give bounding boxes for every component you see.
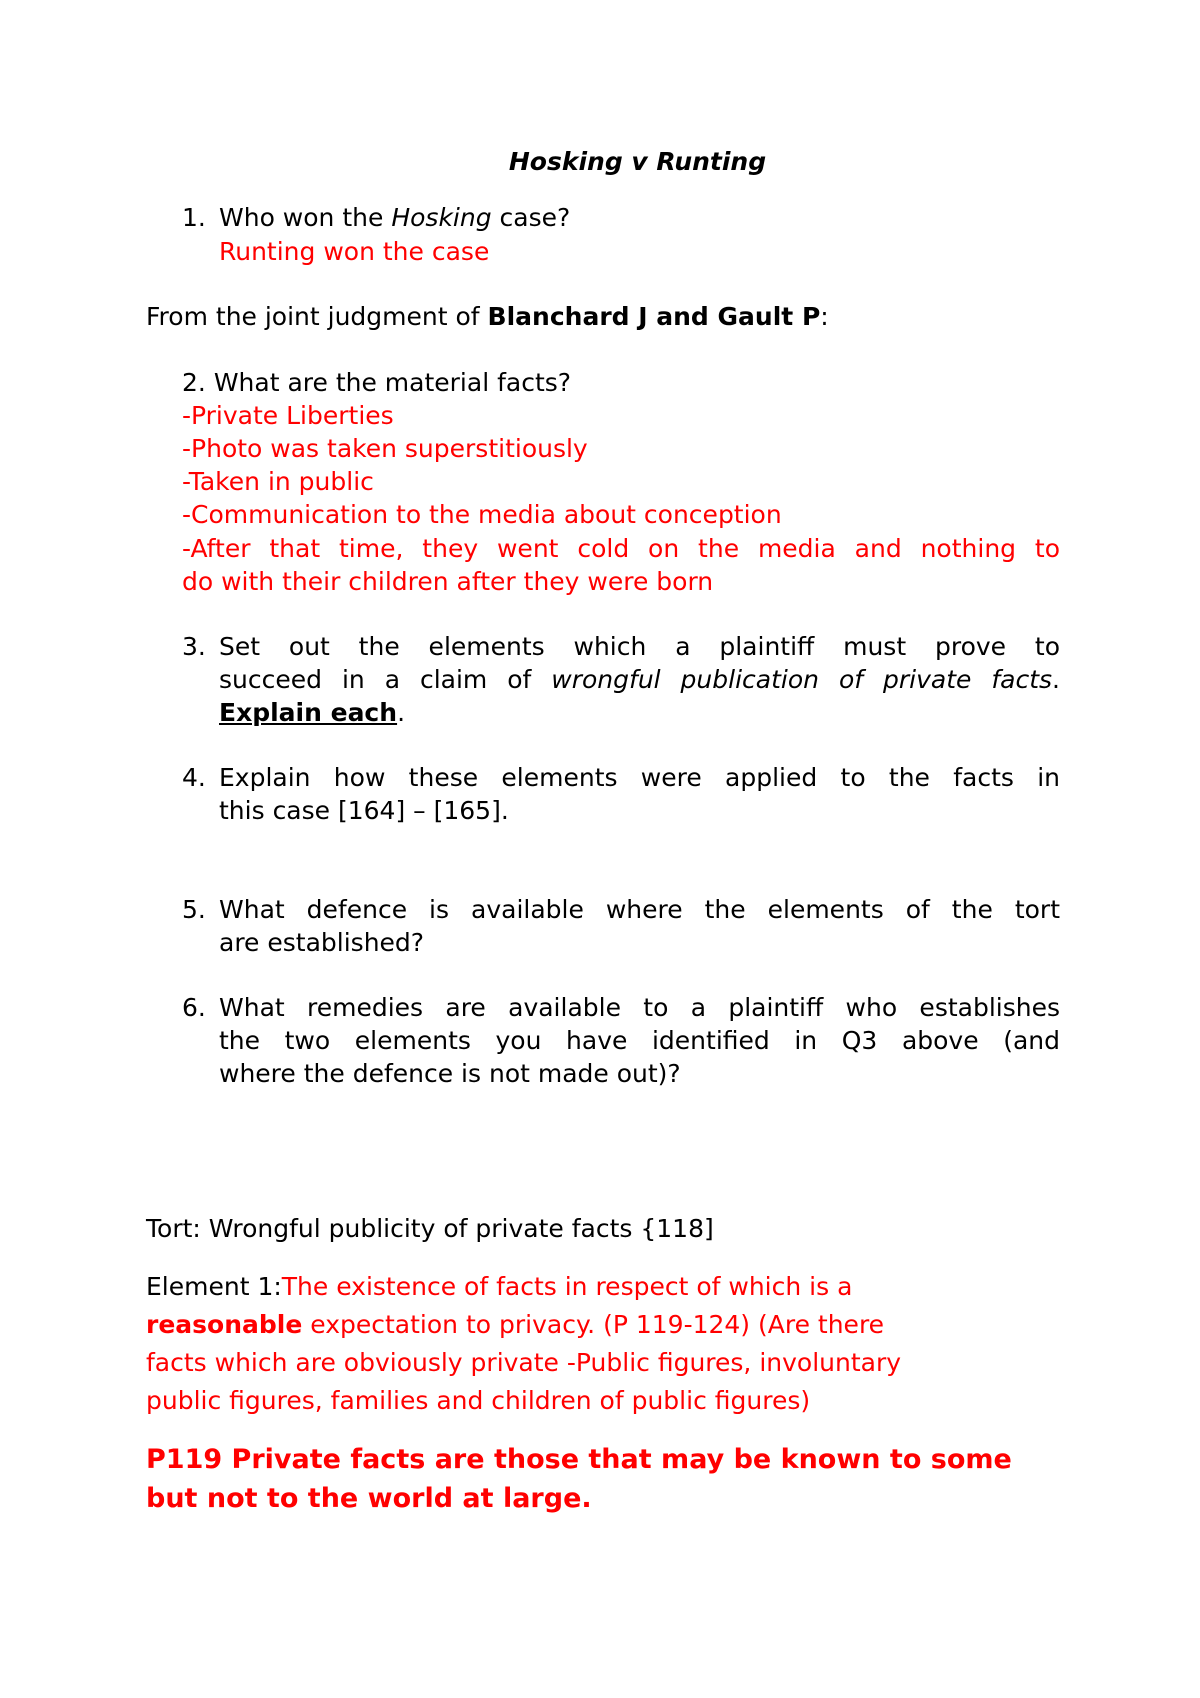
q4-number: 4. [182, 763, 206, 792]
q2-question [182, 366, 571, 400]
q3-number: 3. [182, 632, 206, 661]
element1-text-2: expectation to privacy. (P 119-124) (Are there [302, 1310, 885, 1339]
q3-line3-post: . [397, 698, 406, 727]
q5-number: 5. [182, 895, 206, 924]
intro-post: : [820, 302, 829, 331]
element1-text-1: The existence of facts in respect of which is a [281, 1272, 853, 1301]
element1-line1 [146, 1270, 852, 1304]
q3-line3 [219, 696, 405, 730]
q3-line2 [219, 663, 1060, 697]
p119-line2: but not to the world at large. [146, 1483, 592, 1514]
q6-number: 6. [182, 993, 206, 1022]
q2-answer-1: -Private Liberties [182, 401, 394, 430]
q2-number: 2. [182, 368, 206, 397]
element1-line3: facts which are obviously private -Public figures, involuntary [146, 1348, 902, 1377]
q2-answer-4: -Communication to the media about conception [182, 500, 782, 529]
q1-text-post: case? [491, 203, 571, 232]
document-title: Hosking v Runting [508, 147, 767, 176]
q4-line1: Explain how these elements were applied to the facts in [219, 763, 1060, 792]
q1-number: 1. [182, 203, 206, 232]
intro-pre: From the joint judgment of [146, 302, 488, 331]
q1-answer: Runting won the case [219, 237, 490, 266]
q2-answer-3: -Taken in public [182, 467, 374, 496]
q4-line2: this case [164] – [165]. [219, 796, 509, 825]
q6-line2: the two elements you have identified in Q3 above (and [219, 1026, 1060, 1055]
q1-text [219, 201, 570, 235]
q6-line3: where the defence is not made out)? [219, 1059, 681, 1088]
q3-line1: Set out the elements which a plaintiff must prove to [219, 632, 1060, 661]
q5-line2: are established? [219, 928, 425, 957]
q2-answer-2: -Photo was taken superstitiously [182, 434, 588, 463]
intro-line [146, 300, 829, 334]
p119-line1: P119 Private facts are those that may be known to some [146, 1444, 1012, 1475]
element1-line4: public figures, families and children of public figures) [146, 1386, 811, 1415]
q2-answer-5-line2: do with their children after they were born [182, 567, 714, 596]
tort-heading: Tort: Wrongful publicity of private facts {118] [146, 1214, 714, 1243]
q2-text: What are the material facts? [213, 368, 572, 397]
element1-reasonable: reasonable [146, 1310, 303, 1339]
element1-line2 [146, 1308, 884, 1342]
q3-line2-pre: succeed in a claim of [219, 665, 552, 694]
q3-explain-each: Explain each [219, 698, 398, 727]
q2-answer-5-line1: -After that time, they went cold on the media and nothing to [182, 534, 1060, 563]
q5-line1: What defence is available where the elements of the tort [219, 895, 1060, 924]
q1-text-italic: Hosking [391, 203, 492, 232]
q3-line2-post: . [1052, 665, 1060, 694]
element1-label: Element 1: [146, 1272, 282, 1301]
q3-tort-name: wrongful publication of private facts [551, 665, 1053, 694]
q6-line1: What remedies are available to a plaintiff who establishes [219, 993, 1060, 1022]
intro-judges: Blanchard J and Gault P [487, 302, 821, 331]
q1-text-pre: Who won the [219, 203, 392, 232]
